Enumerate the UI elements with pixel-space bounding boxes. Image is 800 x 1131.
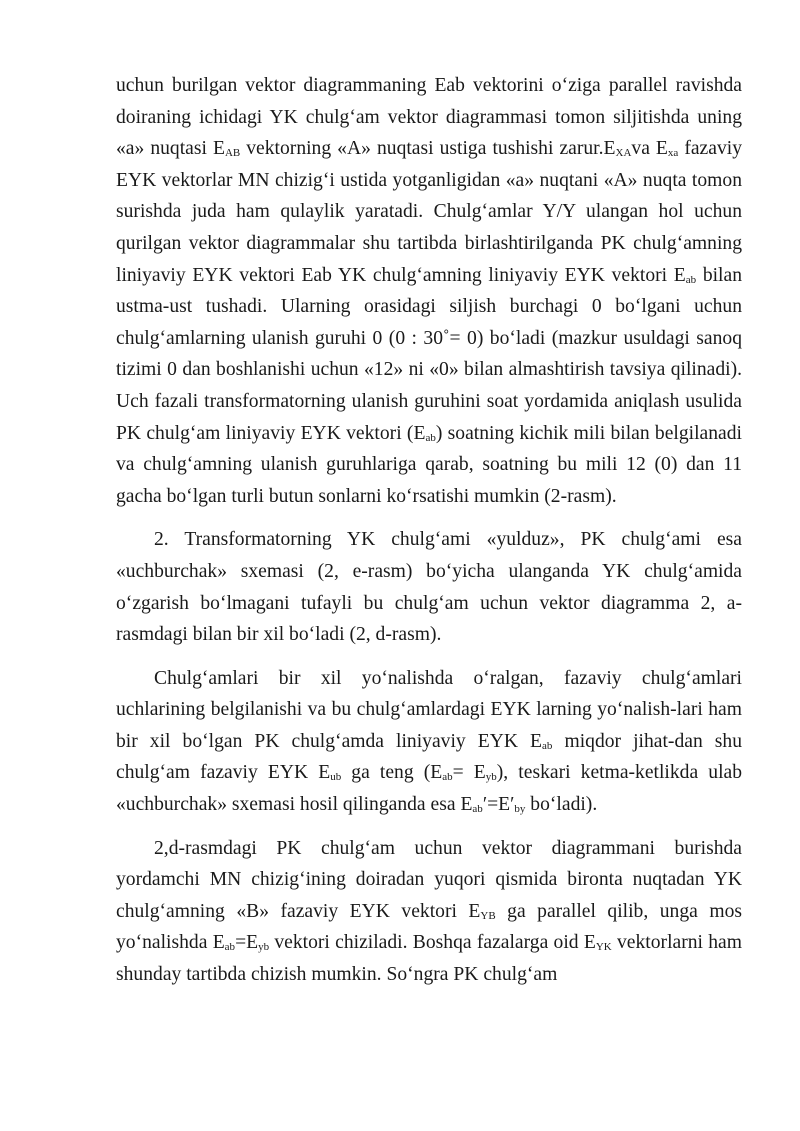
text-run: miqdor jihat-dan shu chulg‘am fazaviy EYK E [116,730,743,784]
text-run: bo‘ladi). [525,794,598,816]
text-run: ), teskari ketma-ketlikda ulab «uchburchak» sxemasi hosil qilinganda esa E [116,762,742,816]
text-run: ga parallel qilib, unga mos yo‘nalishda E [116,900,742,954]
subscript: XA [615,147,632,160]
text-run: vektori chiziladi. Boshqa fazalarga oid E [269,932,596,954]
subscript: ab [472,803,483,816]
text-run: ga teng (E [341,762,443,784]
text-run: bilan ustma-ust tushadi. Ularning orasidagi siljish burchagi 0 bo‘lgani uchun chulg‘amlarning ulanish guruhi 0 (0 : 30˚= 0) bo‘ladi (mazkur usuldagi sanoq tizimi 0 dan boshlanishi uchun «12» ni «0» bilan almashtirish tavsiya qilinadi). Uch fazali transformatorning ulanish guruhini soat yordamida aniqlash usulida PK chulg‘am liniyaviy EYK vektori (E [116,264,742,444]
paragraph-2 [116,524,742,650]
subscript: YK [595,941,612,954]
subscript: ub [330,771,342,784]
text-run: fazaviy EYK vektorlar MN chizig‘i ustida yotganligidan «a» nuqtani «A» nuqta tomon surishda juda ham qulaylik yaratadi. Chulg‘amlar Y/Y ulangan hol uchun qurilgan vektor diagrammalar shu tartibda birlashtirilganda PK chulg‘amning liniyaviy EYK vektori Eab YK chulg‘amning liniyaviy EYK vektori E [116,138,742,286]
subscript: yb [258,941,270,954]
subscript: ab [685,273,697,286]
text-run: 2,d-rasmdagi PK chulg‘am uchun vektor diagrammani burishda yordamchi MN chizig‘ining doiradan yuqori qismida bironta nuqtadan YK chulg‘amning «B» fazaviy EYK vektori E [116,837,742,922]
subscript: ab [542,739,553,752]
subscript: ab [442,771,453,784]
text-run: 2. Transformatorning YK chulg‘ami «yulduz», PK chulg‘ami esa «uchburchak» sxemasi (2, e-rasm) bo‘yicha ulanganda YK chulg‘amida o‘zgarish bo‘lmagani tufayli bu chulg‘am uchun vektor diagramma 2, a-rasmdagi bilan bir xil bo‘ladi (2, d-rasm). [116,529,742,646]
text-run: ) soatning kichik mili bilan belgilanadi va chulg‘amning ulanish guruhlariga qarab, soatning bu mili 12 (0) dan 11 gacha bo‘lgan turli butun sonlarni ko‘rsatishi mumkin (2-rasm). [116,422,742,507]
text-run: =E [235,932,259,954]
subscript: yb [485,771,497,784]
subscript: ab [425,431,436,444]
text-run: vektorlarni ham shunday tartibda chizish mumkin. So‘ngra PK chulg‘am [116,932,742,986]
text-run: ′=E′ [482,794,515,816]
document-page [116,70,742,991]
text-run: = E [452,762,486,784]
paragraph-3 [116,663,742,821]
subscript: AB [224,147,241,160]
subscript: by [514,803,526,816]
text-run: vektorning «A» nuqtasi ustiga tushishi zarur.E [240,138,616,160]
subscript: ab [224,941,236,954]
text-run: Chulg‘amlari bir xil yo‘nalishda o‘ralgan, fazaviy chulg‘amlari uchlarining belgilanishi va bu chulg‘amlardagi EYK larning yo‘nalish-lari ham bir xil bo‘lgan PK chulg‘amda liniyaviy EYK E [116,667,742,752]
text-run: uchun burilgan vektor diagrammaning Eab vektorini o‘ziga parallel ravishda doiraning ichidagi YK chulg‘am vektor diagrammasi tomon siljitishda uning «a» nuqtasi E [116,75,742,160]
text-run: va E [631,138,668,160]
paragraph-1 [116,70,742,512]
subscript: YB [480,909,496,922]
paragraph-4 [116,833,742,991]
subscript: xa [667,147,679,160]
